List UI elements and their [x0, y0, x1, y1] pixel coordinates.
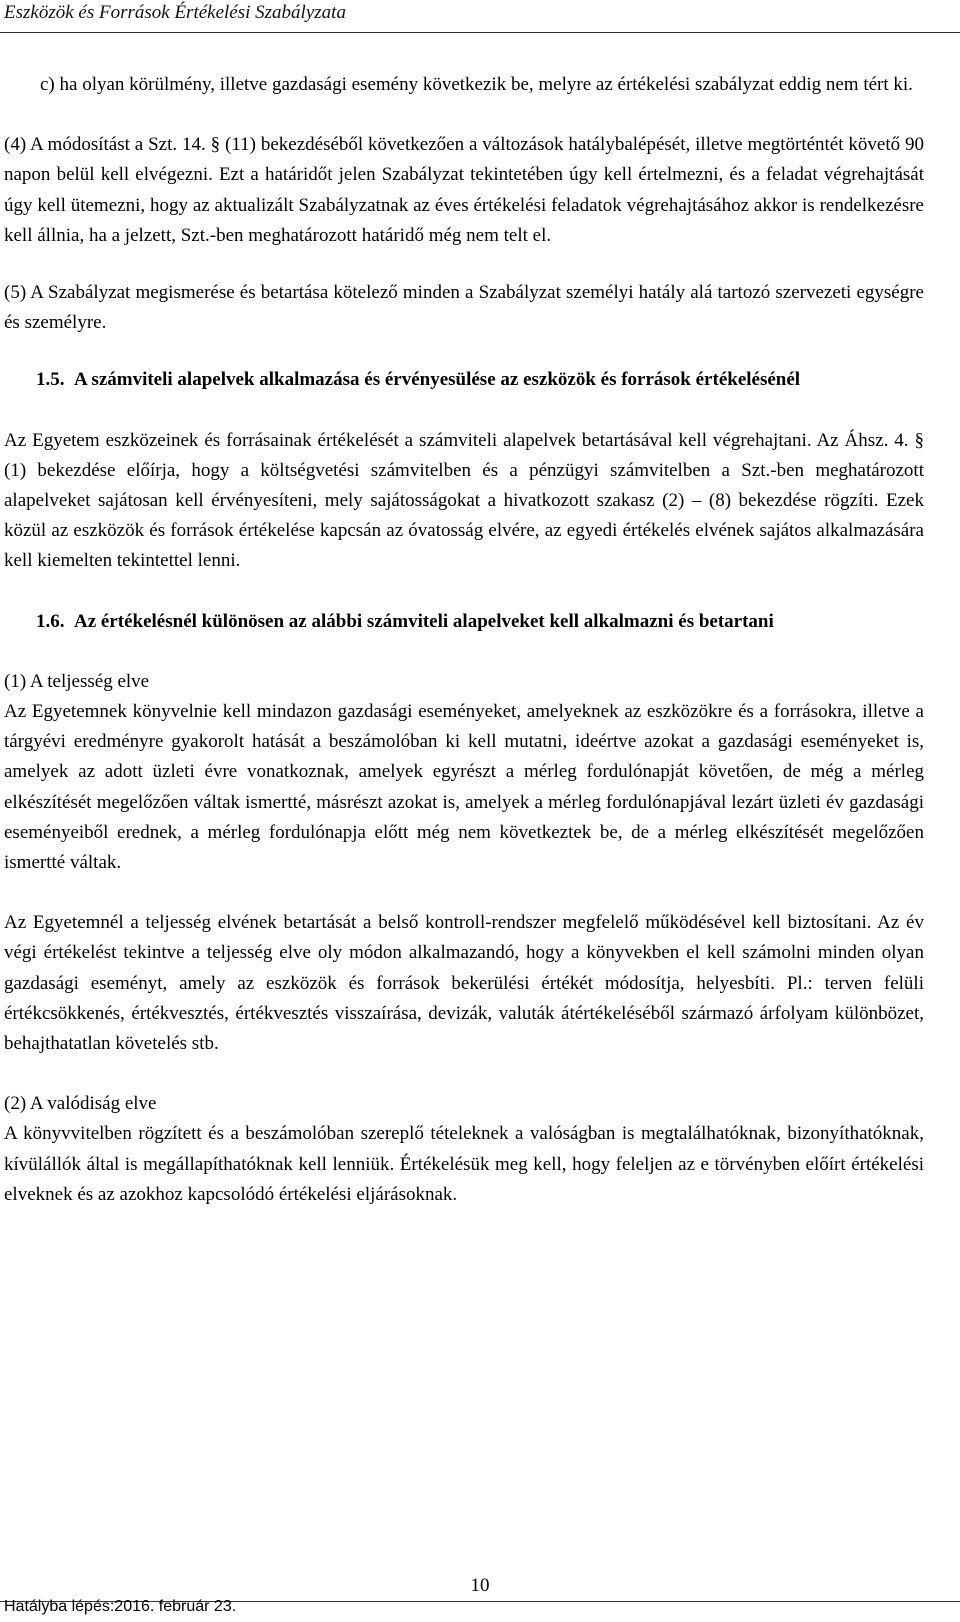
- principle-title-completeness: (1) A teljesség elve: [4, 670, 150, 692]
- effective-date: Hatályba lépés:2016. február 23.: [4, 1598, 237, 1615]
- section-heading-1-6: [4, 607, 924, 637]
- paragraph-4: (4) A módosítást a Szt. 14. § (11) bekezdéséből következően a változások hatálybalépését, illetve megtörténtét követő 90 napon belül kell elvégezni. Ezt a határidőt jelen Szabályzat tekintetében úgy kell értelmezni, és a feladat végrehajtását úgy kell ütemezni, hogy az aktualizált Szabályzatnak az éves értékelési feladatok végrehajtásához akkor is rendelkezésre kell állnia, ha a jelzett, Szt.-ben meghatározott határidő még nem telt el.: [4, 134, 924, 246]
- section-1-5-text: Az Egyetem eszközeinek és forrásainak értékelését a számviteli alapelvek betartásával kell végrehajtani. Az Áhsz. 4. § (1) bekezdése előírja, hogy a költségvetési számvitelben és a pénzügyi számvitelben a Szt.-ben meghatározott alapelveket sajátosan kell érvényesíteni, mely sajátosságokat a hivatkozott szakasz (2) – (8) bekezdése rögzíti. Ezek közül az eszközök és források értékelése kapcsán az óvatosság elvére, az egyedi értékelés elvének sajátos alkalmazására kell kiemelten tekintettel lenni.: [4, 429, 924, 572]
- principle-text-completeness-2: Az Egyetemnél a teljesség elvének betartását a belső kontroll-rendszer megfelelő működésével kell biztosítani. Az év végi értékelést tekintve a teljesség elve oly módon alkalmazandó, hogy a könyvekben el kell számolni minden olyan gazdasági eseményt, amely az eszközök és források bekerülési értékét módosítja, helyesbíti. Pl.: terven felüli értékcsökkenés, értékvesztés, értékvesztés visszaírása, devizák, valuták átértékeléséből származó árfolyam különbözet, behajthatatlan követelés stb.: [4, 912, 924, 1055]
- section-heading-1-5: [4, 365, 924, 395]
- section-number: 1.6.: [36, 610, 65, 632]
- paragraph-5: (5) A Szabályzat megismerése és betartása kötelező minden a Szabályzat személyi hatály alá tartozó szervezeti egységre és személyre.: [4, 282, 924, 334]
- header-divider: [0, 32, 960, 33]
- document-body: [4, 70, 924, 1210]
- page-number: 10: [470, 1575, 490, 1596]
- section-number: 1.5.: [36, 369, 65, 391]
- paragraph-item-c: c) ha olyan körülmény, illetve gazdasági esemény következik be, melyre az értékelési szabályzat eddig nem tért ki.: [40, 74, 913, 95]
- section-title: Az értékelésnél különösen az alábbi számviteli alapelveket kell alkalmazni és betartani: [74, 610, 774, 632]
- header-title: Eszközök és Források Értékelési Szabályzata: [4, 2, 346, 23]
- principle-text-completeness: Az Egyetemnek könyvelnie kell mindazon gazdasági eseményeket, amelyeknek az eszközökre és a forrásokra, illetve a tárgyévi eredményre gyakorolt hatását a beszámolóban ki kell mutatni, ideértve azokat a gazdasági eseményeket is, amelyek az adott üzleti évre vonatkoznak, amelyek egyrészt a mérleg fordulónapját követően, de még a mérleg elkészítését megelőzően váltak ismertté, másrészt azokat is, amelyek a mérleg fordulónapjával lezárt üzleti év gazdasági eseményeiből erednek, a mérleg fordulónapja előtt még nem következtek be, de a mérleg elkészítését megelőzően ismertté váltak.: [4, 701, 924, 874]
- principle-title-reality: (2) A valódiság elve: [4, 1093, 157, 1115]
- section-title: A számviteli alapelvek alkalmazása és érvényesülése az eszközök és források értékelésénél: [74, 369, 801, 391]
- principle-text-reality: A könyvvitelben rögzített és a beszámolóban szereplő tételeknek a valóságban is megtalálhatóknak, bizonyíthatóknak, kívülállók által is megállapíthatóknak kell lenniük. Értékelésük meg kell, hogy feleljen az e törvényben előírt értékelési elveknek és az azokhoz kapcsolódó értékelési eljárásoknak.: [4, 1123, 924, 1205]
